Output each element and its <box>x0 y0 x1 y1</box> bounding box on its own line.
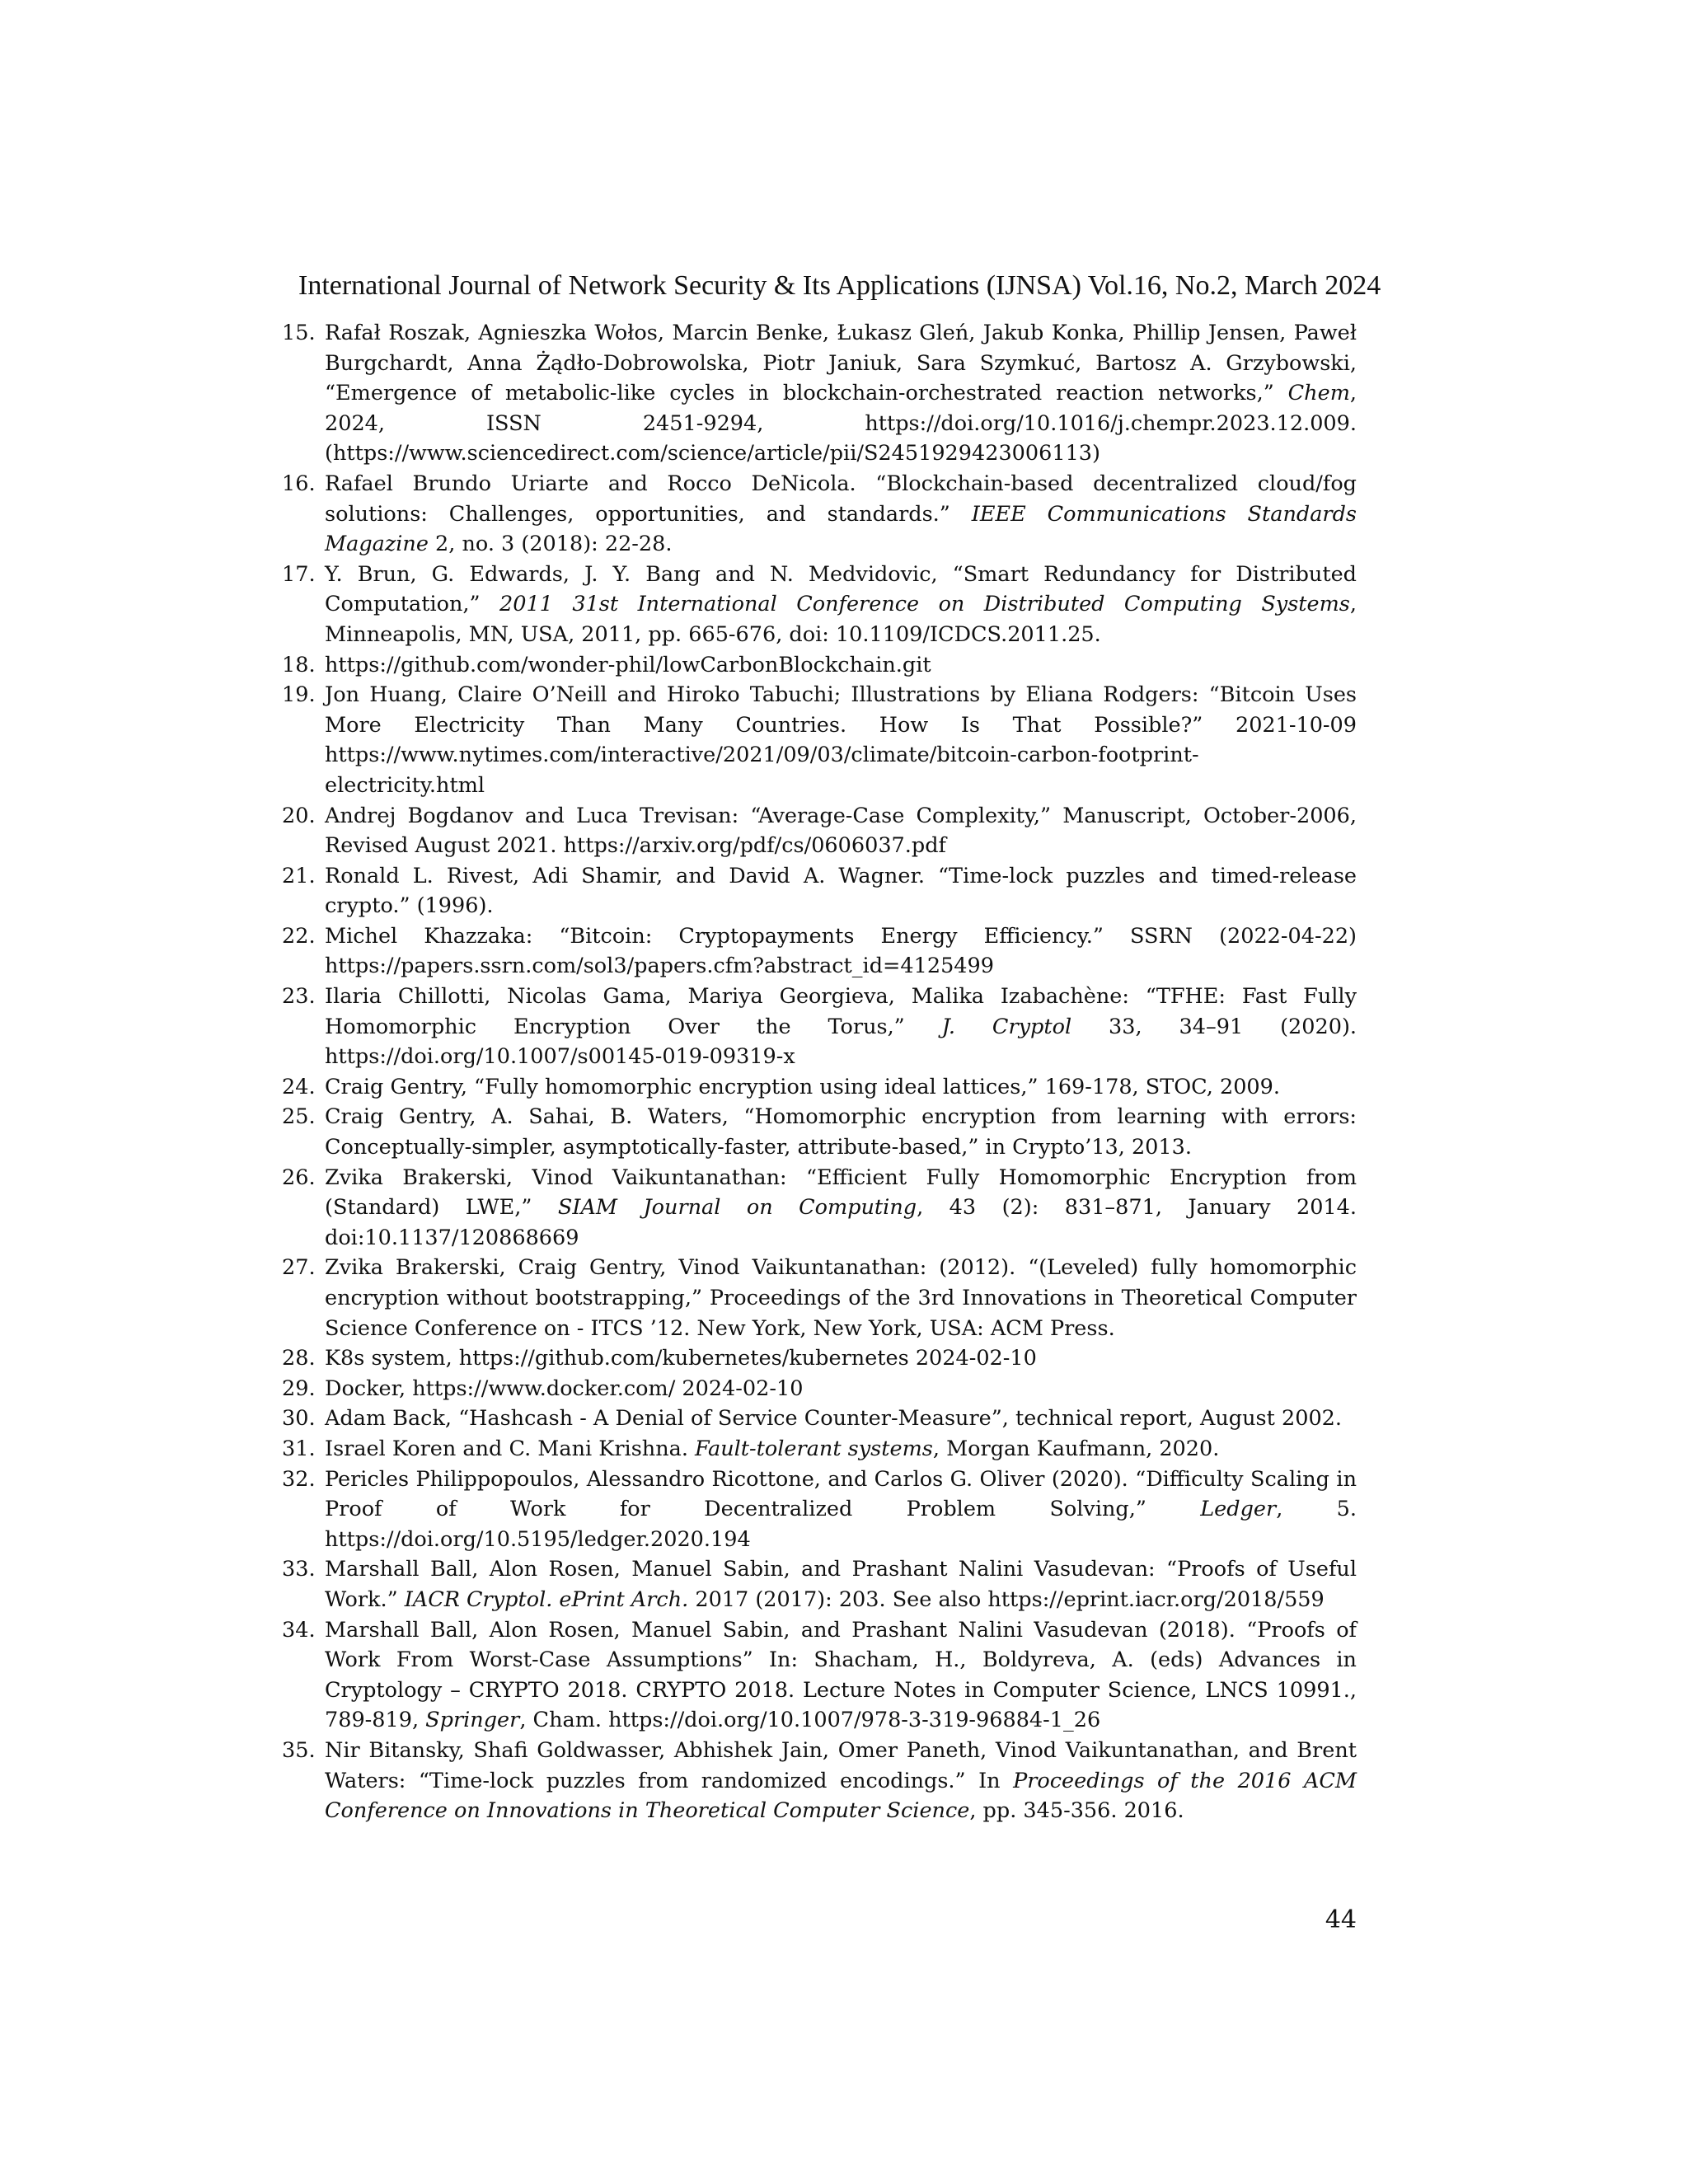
reference-text-segment: 2017 (2017): 203. See also https://eprint.iacr.org/2018/559 <box>688 1586 1325 1612</box>
reference-text <box>325 924 1357 979</box>
reference-text-segment: Y. Brun, G. Edwards, J. Y. Bang and N. Medvidovic, “Smart Redundancy for Distributed Computation,” <box>325 561 1357 617</box>
reference-number: 33. <box>282 1557 316 1582</box>
reference-entry <box>282 469 1357 560</box>
reference-text-segment: Nir Bitansky, Shafi Goldwasser, Abhishek Jain, Omer Paneth, Vinod Vaikuntanathan, and Brent Waters: “Time-lock puzzles from randomized encodings.” In <box>325 1737 1357 1793</box>
reference-entry <box>282 1404 1357 1434</box>
reference-text-segment: Docker, https://www.docker.com/ 2024-02-10 <box>325 1376 804 1401</box>
reference-text-segment: Ilaria Chillotti, Nicolas Gama, Mariya Georgieva, Malika Izabachène: “TFHE: Fast Fully Homomorphic Encryption Over the Torus,” <box>325 984 1357 1039</box>
journal-running-header: International Journal of Network Security & Its Applications (IJNSA) Vol.16, No.2, March 2024 <box>298 270 1381 301</box>
reference-text-segment: Marshall Ball, Alon Rosen, Manuel Sabin, and Prashant Nalini Vasudevan: “Proofs of Useful Work.” <box>325 1557 1357 1612</box>
reference-number: 19. <box>282 682 316 708</box>
reference-text-segment: , Minneapolis, MN, USA, 2011, pp. 665-676, doi: 10.1109/ICDCS.2011.25. <box>325 592 1357 647</box>
reference-italic-title: Fault-tolerant systems <box>695 1436 933 1461</box>
reference-number: 34. <box>282 1617 316 1643</box>
reference-text-segment: https://github.com/wonder-phil/lowCarbonBlockchain.git <box>325 652 931 677</box>
reference-italic-title: Chem <box>1287 381 1350 406</box>
reference-text-segment: Adam Back, “Hashcash - A Denial of Service Counter-Measure”, technical report, August 2002. <box>325 1406 1342 1432</box>
reference-text <box>325 471 1357 556</box>
reference-text <box>325 864 1357 919</box>
reference-number: 30. <box>282 1406 316 1432</box>
reference-text-segment: Pericles Philippopoulos, Alessandro Ricottone, and Carlos G. Oliver (2020). “Difficulty Scaling in Proof of Work for Decentralized Problem Solving,” <box>325 1466 1357 1522</box>
reference-text <box>325 1255 1357 1340</box>
reference-number: 16. <box>282 471 316 496</box>
reference-entry <box>282 1434 1357 1465</box>
reference-italic-title: Ledger <box>1200 1497 1277 1522</box>
reference-number: 35. <box>282 1737 316 1763</box>
reference-number: 23. <box>282 984 316 1010</box>
reference-number: 21. <box>282 863 316 888</box>
reference-number: 27. <box>282 1255 316 1281</box>
reference-entry <box>282 1253 1357 1343</box>
reference-text <box>325 562 1357 647</box>
reference-entry <box>282 1343 1357 1374</box>
reference-text <box>325 1075 1280 1099</box>
reference-text-segment: , Cham. https://doi.org/10.1007/978-3-319-96884-1_26 <box>519 1708 1101 1733</box>
reference-entry <box>282 801 1357 861</box>
reference-text-segment: , 2024, ISSN 2451-9294, https://doi.org/10.1016/j.chempr.2023.12.009. (https://www.sciencedirect.com/science/article/pii/S2451929423006113) <box>325 381 1357 466</box>
reference-entry <box>282 1736 1357 1826</box>
reference-text <box>325 1104 1357 1160</box>
reference-entry <box>282 1615 1357 1736</box>
reference-italic-title: IEEE Communications Standards Magazine <box>325 501 1357 557</box>
reference-text-segment: , 43 (2): 831–871, January 2014. doi:10.1137/120868669 <box>325 1195 1357 1250</box>
reference-number: 18. <box>282 652 316 677</box>
reference-text <box>325 1436 1219 1461</box>
reference-italic-title: Springer <box>425 1708 520 1733</box>
reference-text-segment: 33, 34–91 (2020). https://doi.org/10.1007/s00145-019-09319-x <box>325 1014 1357 1070</box>
reference-entry <box>282 1465 1357 1555</box>
reference-text-segment: Israel Koren and C. Mani Krishna. <box>325 1436 696 1461</box>
reference-italic-title: IACR Cryptol. ePrint Arch. <box>404 1586 689 1612</box>
reference-text <box>325 804 1357 859</box>
reference-text <box>325 321 1357 466</box>
reference-text <box>325 984 1357 1069</box>
reference-number: 32. <box>282 1466 316 1492</box>
reference-text-segment: Rafał Roszak, Agnieszka Wołos, Marcin Benke, Łukasz Gleń, Jakub Konka, Phillip Jensen, Paweł Burgchardt, Anna Żądło-Dobrowolska, Piotr Janiuk, Sara Szymkuć, Bartosz A. Grzybowski, “Emergence of metabolic-like cycles in blockchain-orchestrated reaction networks,” <box>325 321 1357 406</box>
reference-text-segment: Zvika Brakerski, Craig Gentry, Vinod Vaikuntanathan: (2012). “(Leveled) fully homomorphic encryption without bootstrapping,” Proceedings of the 3rd Innovations in Theoretical Computer Science Conference on - ITCS ’12. New York, New York, USA: ACM Press. <box>325 1255 1357 1341</box>
reference-entry <box>282 1163 1357 1254</box>
reference-text-segment: Jon Huang, Claire O’Neill and Hiroko Tabuchi; Illustrations by Eliana Rodgers: “Bitcoin Uses More Electricity Than Many Countries. How Is That Possible?” 2021-10-09 https://www.nytimes.com/interactive/2021/09/03/climate/bitcoin-carbon-footprint-electricity.html <box>325 682 1357 798</box>
reference-text-segment: Zvika Brakerski, Vinod Vaikuntanathan: “Efficient Fully Homomorphic Encryption from (Standard) LWE,” <box>325 1165 1357 1221</box>
reference-text-segment: , pp. 345-356. 2016. <box>969 1798 1184 1824</box>
reference-text <box>325 1376 803 1401</box>
reference-italic-title: 2011 31st International Conference on Distributed Computing Systems <box>499 592 1350 617</box>
reference-list <box>282 318 1357 1826</box>
reference-italic-title: SIAM Journal on Computing <box>557 1195 917 1221</box>
reference-number: 29. <box>282 1376 316 1401</box>
reference-text-segment: Andrej Bogdanov and Luca Trevisan: “Average-Case Complexity,” Manuscript, October-2006, Revised August 2021. https://arxiv.org/pdf/cs/0606037.pdf <box>325 803 1357 859</box>
reference-text <box>325 1738 1357 1823</box>
reference-entry <box>282 921 1357 982</box>
reference-entry <box>282 1072 1357 1103</box>
reference-text <box>325 653 931 677</box>
reference-italic-title: J. Cryptol <box>941 1014 1072 1039</box>
reference-number: 25. <box>282 1104 316 1130</box>
reference-entry <box>282 560 1357 650</box>
reference-entry <box>282 318 1357 469</box>
reference-text <box>325 1467 1357 1552</box>
reference-number: 17. <box>282 561 316 587</box>
reference-text <box>325 1406 1342 1431</box>
reference-text <box>325 1165 1357 1250</box>
reference-entry <box>282 982 1357 1072</box>
reference-text-segment: Rafael Brundo Uriarte and Rocco DeNicola. “Blockchain-based decentralized cloud/fog solutions: Challenges, opportunities, and standards.” <box>325 471 1357 527</box>
reference-text <box>325 1618 1357 1733</box>
reference-text-segment: Craig Gentry, “Fully homomorphic encryption using ideal lattices,” 169-178, STOC, 2009. <box>325 1074 1280 1099</box>
reference-entry <box>282 861 1357 921</box>
reference-number: 20. <box>282 803 316 828</box>
reference-entry <box>282 1374 1357 1404</box>
reference-text <box>325 1346 1037 1371</box>
reference-text-segment: Ronald L. Rivest, Adi Shamir, and David A. Wagner. “Time-lock puzzles and timed-release crypto.” (1996). <box>325 863 1357 919</box>
reference-text <box>325 1557 1357 1612</box>
reference-text-segment: 2, no. 3 (2018): 22-28. <box>428 532 673 557</box>
reference-number: 31. <box>282 1436 316 1461</box>
reference-text <box>325 682 1357 798</box>
reference-text-segment: Marshall Ball, Alon Rosen, Manuel Sabin, and Prashant Nalini Vasudevan (2018). “Proofs of Work From Worst-Case Assumptions” In: Shacham, H., Boldyreva, A. (eds) Advances in Cryptology – CRYPTO 2018. CRYPTO 2018. Lecture Notes in Computer Science, LNCS 10991., 789-819, <box>325 1617 1357 1733</box>
reference-entry <box>282 680 1357 800</box>
reference-number: 26. <box>282 1165 316 1190</box>
reference-text-segment: , Morgan Kaufmann, 2020. <box>932 1436 1220 1461</box>
reference-number: 22. <box>282 923 316 949</box>
reference-entry <box>282 650 1357 681</box>
reference-text-segment: Michel Khazzaka: “Bitcoin: Cryptopayments Energy Efficiency.” SSRN (2022-04-22) https://papers.ssrn.com/sol3/papers.cfm?abstract_id=4125499 <box>325 923 1357 979</box>
page-number: 44 <box>1325 1905 1357 1934</box>
reference-number: 15. <box>282 321 316 345</box>
reference-entry <box>282 1554 1357 1615</box>
reference-text-segment: Craig Gentry, A. Sahai, B. Waters, “Homomorphic encryption from learning with errors: Conceptually-simpler, asymptotically-faster, attribute-based,” in Crypto’13, 2013. <box>325 1104 1357 1160</box>
reference-italic-title: Proceedings of the 2016 ACM Conference on Innovations in Theoretical Computer Science <box>325 1768 1357 1824</box>
reference-entry <box>282 1102 1357 1162</box>
reference-text-segment: K8s system, https://github.com/kubernetes/kubernetes 2024-02-10 <box>325 1346 1037 1371</box>
reference-number: 28. <box>282 1346 316 1371</box>
reference-number: 24. <box>282 1074 316 1099</box>
reference-text-segment: , 5. https://doi.org/10.5195/ledger.2020.194 <box>325 1497 1357 1552</box>
